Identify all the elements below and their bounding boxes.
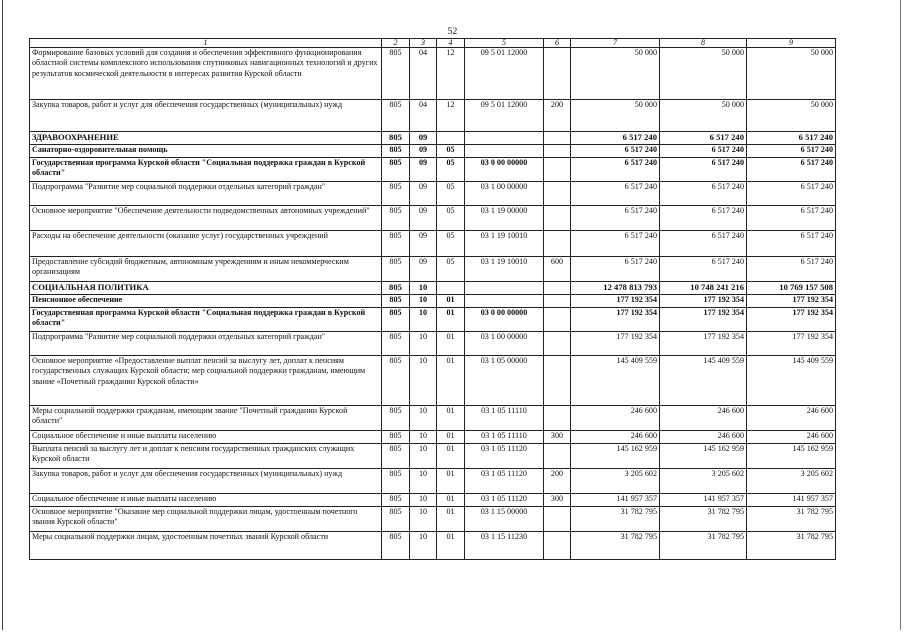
row-amount-1: 6 517 240 bbox=[571, 158, 660, 182]
header-cell: 1 bbox=[30, 39, 382, 48]
row-target-code: 03 1 19 10010 bbox=[465, 231, 544, 257]
row-amount-2: 177 192 354 bbox=[660, 332, 747, 356]
row-subsection: 05 bbox=[437, 182, 465, 206]
row-amount-1: 3 205 602 bbox=[571, 469, 660, 494]
row-target-code: 03 1 05 11120 bbox=[465, 469, 544, 494]
row-subsection: 05 bbox=[437, 257, 465, 282]
row-section: 09 bbox=[410, 132, 437, 145]
row-amount-1: 6 517 240 bbox=[571, 231, 660, 257]
row-subsection: 05 bbox=[437, 158, 465, 182]
row-amount-2: 141 957 357 bbox=[660, 494, 747, 507]
row-subsection: 05 bbox=[437, 206, 465, 231]
row-name: Подпрограмма "Развитие мер социальной поддержки отдельных категорий граждан" bbox=[30, 332, 382, 356]
row-amount-2: 6 517 240 bbox=[660, 182, 747, 206]
row-expense-type bbox=[544, 282, 571, 295]
row-amount-2: 6 517 240 bbox=[660, 132, 747, 145]
row-name: Основное мероприятие "Обеспечение деятельности подведомственных автономных учреждений" bbox=[30, 206, 382, 231]
row-section: 10 bbox=[410, 282, 437, 295]
row-amount-1: 6 517 240 bbox=[571, 206, 660, 231]
row-target-code bbox=[465, 282, 544, 295]
row-amount-2: 50 000 bbox=[660, 48, 747, 100]
row-expense-type bbox=[544, 308, 571, 332]
row-amount-1: 31 782 795 bbox=[571, 532, 660, 560]
row-amount-2: 3 205 602 bbox=[660, 469, 747, 494]
table-row bbox=[30, 132, 836, 145]
row-target-code: 03 1 00 00000 bbox=[465, 182, 544, 206]
row-amount-1: 177 192 354 bbox=[571, 295, 660, 308]
row-amount-3: 177 192 354 bbox=[747, 295, 836, 308]
row-subsection: 05 bbox=[437, 145, 465, 158]
row-expense-type bbox=[544, 356, 571, 406]
row-section: 09 bbox=[410, 182, 437, 206]
table-row bbox=[30, 532, 836, 560]
page-left-edge bbox=[2, 0, 3, 630]
row-ministry: 805 bbox=[382, 206, 410, 231]
row-amount-3: 50 000 bbox=[747, 48, 836, 100]
table-row bbox=[30, 406, 836, 431]
row-amount-1: 6 517 240 bbox=[571, 132, 660, 145]
row-target-code: 09 5 01 12000 bbox=[465, 100, 544, 132]
row-ministry: 805 bbox=[382, 469, 410, 494]
header-cell: 7 bbox=[571, 39, 660, 48]
row-target-code: 03 1 15 11230 bbox=[465, 532, 544, 560]
row-subsection bbox=[437, 132, 465, 145]
row-amount-3: 10 769 157 508 bbox=[747, 282, 836, 295]
row-section: 09 bbox=[410, 231, 437, 257]
row-expense-type bbox=[544, 132, 571, 145]
row-target-code bbox=[465, 145, 544, 158]
row-name: Формирование базовых условий для создания и обеспечения эффективного функционирования областной системы комплексного использования спутниковых навигационных технологий и других результатов космической деятельности в интересах развития Курской области bbox=[30, 48, 382, 100]
row-subsection: 01 bbox=[437, 494, 465, 507]
row-amount-2: 6 517 240 bbox=[660, 158, 747, 182]
row-ministry: 805 bbox=[382, 295, 410, 308]
row-amount-1: 246 600 bbox=[571, 406, 660, 431]
row-amount-1: 31 782 795 bbox=[571, 507, 660, 532]
row-name: Закупка товаров, работ и услуг для обеспечения государственных (муниципальных) нужд bbox=[30, 469, 382, 494]
row-subsection: 01 bbox=[437, 469, 465, 494]
row-target-code: 03 1 05 11120 bbox=[465, 494, 544, 507]
row-expense-type bbox=[544, 332, 571, 356]
header-cell: 5 bbox=[465, 39, 544, 48]
row-section: 09 bbox=[410, 206, 437, 231]
row-amount-2: 246 600 bbox=[660, 431, 747, 444]
row-amount-3: 6 517 240 bbox=[747, 206, 836, 231]
row-expense-type bbox=[544, 406, 571, 431]
row-section: 10 bbox=[410, 332, 437, 356]
row-subsection: 01 bbox=[437, 406, 465, 431]
row-target-code: 03 1 05 11110 bbox=[465, 431, 544, 444]
row-ministry: 805 bbox=[382, 100, 410, 132]
row-amount-3: 145 162 959 bbox=[747, 444, 836, 469]
row-expense-type bbox=[544, 182, 571, 206]
row-section: 09 bbox=[410, 145, 437, 158]
row-amount-3: 246 600 bbox=[747, 431, 836, 444]
row-subsection: 01 bbox=[437, 295, 465, 308]
row-subsection: 01 bbox=[437, 308, 465, 332]
row-amount-1: 6 517 240 bbox=[571, 257, 660, 282]
table-row bbox=[30, 282, 836, 295]
header-cell: 9 bbox=[747, 39, 836, 48]
row-amount-2: 177 192 354 bbox=[660, 308, 747, 332]
row-name: Выплата пенсий за выслугу лет и доплат к пенсиям государственных гражданских служащих Курской области bbox=[30, 444, 382, 469]
row-ministry: 805 bbox=[382, 145, 410, 158]
row-name: Основное мероприятие "Оказание мер социальной поддержки лицам, удостоенным почетного звания Курской области" bbox=[30, 507, 382, 532]
row-name: СОЦИАЛЬНАЯ ПОЛИТИКА bbox=[30, 282, 382, 295]
row-name: Основное мероприятие «Предоставление выплат пенсий за выслугу лет, доплат к пенсиям государственных служащих Курской области; мер социальной поддержки гражданам, имеющим звание «Почетный гражданин Курской области» bbox=[30, 356, 382, 406]
row-subsection: 01 bbox=[437, 507, 465, 532]
table-row bbox=[30, 332, 836, 356]
row-section: 10 bbox=[410, 532, 437, 560]
row-amount-3: 177 192 354 bbox=[747, 308, 836, 332]
row-amount-3: 145 409 559 bbox=[747, 356, 836, 406]
table-row bbox=[30, 295, 836, 308]
row-subsection: 01 bbox=[437, 431, 465, 444]
row-target-code: 03 0 00 00000 bbox=[465, 308, 544, 332]
row-subsection: 05 bbox=[437, 231, 465, 257]
header-cell: 6 bbox=[544, 39, 571, 48]
row-ministry: 805 bbox=[382, 532, 410, 560]
table-row bbox=[30, 507, 836, 532]
row-section: 10 bbox=[410, 308, 437, 332]
row-subsection: 01 bbox=[437, 444, 465, 469]
row-ministry: 805 bbox=[382, 308, 410, 332]
row-expense-type: 200 bbox=[544, 100, 571, 132]
header-cell: 8 bbox=[660, 39, 747, 48]
table-row bbox=[30, 206, 836, 231]
row-expense-type bbox=[544, 145, 571, 158]
row-target-code: 03 0 00 00000 bbox=[465, 158, 544, 182]
row-ministry: 805 bbox=[382, 332, 410, 356]
row-ministry: 805 bbox=[382, 158, 410, 182]
row-target-code: 03 1 19 10010 bbox=[465, 257, 544, 282]
row-amount-3: 31 782 795 bbox=[747, 532, 836, 560]
row-amount-2: 246 600 bbox=[660, 406, 747, 431]
row-expense-type bbox=[544, 295, 571, 308]
row-ministry: 805 bbox=[382, 431, 410, 444]
row-expense-type bbox=[544, 48, 571, 100]
row-amount-1: 246 600 bbox=[571, 431, 660, 444]
row-name: Меры социальной поддержки лицам, удостоенным почетных званий Курской области bbox=[30, 532, 382, 560]
page-right-edge bbox=[900, 0, 901, 630]
row-section: 10 bbox=[410, 469, 437, 494]
row-amount-2: 6 517 240 bbox=[660, 231, 747, 257]
row-subsection bbox=[437, 282, 465, 295]
table-row bbox=[30, 182, 836, 206]
row-expense-type: 300 bbox=[544, 431, 571, 444]
row-expense-type bbox=[544, 231, 571, 257]
row-amount-2: 31 782 795 bbox=[660, 532, 747, 560]
row-section: 09 bbox=[410, 158, 437, 182]
row-amount-2: 31 782 795 bbox=[660, 507, 747, 532]
row-amount-3: 6 517 240 bbox=[747, 132, 836, 145]
row-ministry: 805 bbox=[382, 231, 410, 257]
row-name: Меры социальной поддержки гражданам, имеющим звание "Почетный гражданин Курской области" bbox=[30, 406, 382, 431]
row-name: Предоставление субсидий бюджетным, автономным учреждениям и иным некоммерческим организациям bbox=[30, 257, 382, 282]
row-ministry: 805 bbox=[382, 48, 410, 100]
row-amount-2: 145 162 959 bbox=[660, 444, 747, 469]
row-subsection: 12 bbox=[437, 48, 465, 100]
row-ministry: 805 bbox=[382, 444, 410, 469]
row-section: 10 bbox=[410, 406, 437, 431]
row-amount-1: 145 162 959 bbox=[571, 444, 660, 469]
row-section: 10 bbox=[410, 295, 437, 308]
row-name: Подпрограмма "Развитие мер социальной поддержки отдельных категорий граждан" bbox=[30, 182, 382, 206]
row-expense-type: 600 bbox=[544, 257, 571, 282]
row-amount-3: 50 000 bbox=[747, 100, 836, 132]
row-amount-1: 6 517 240 bbox=[571, 182, 660, 206]
row-target-code: 03 1 05 11110 bbox=[465, 406, 544, 431]
row-section: 10 bbox=[410, 494, 437, 507]
row-amount-3: 31 782 795 bbox=[747, 507, 836, 532]
row-target-code: 03 1 00 00000 bbox=[465, 332, 544, 356]
row-amount-3: 3 205 602 bbox=[747, 469, 836, 494]
row-ministry: 805 bbox=[382, 494, 410, 507]
row-target-code: 03 1 05 00000 bbox=[465, 356, 544, 406]
row-subsection: 12 bbox=[437, 100, 465, 132]
header-cell: 4 bbox=[437, 39, 465, 48]
row-expense-type bbox=[544, 158, 571, 182]
row-ministry: 805 bbox=[382, 356, 410, 406]
row-expense-type bbox=[544, 206, 571, 231]
row-target-code: 03 1 15 00000 bbox=[465, 507, 544, 532]
table-row bbox=[30, 257, 836, 282]
row-amount-2: 6 517 240 bbox=[660, 257, 747, 282]
row-amount-1: 50 000 bbox=[571, 100, 660, 132]
table-row bbox=[30, 231, 836, 257]
row-target-code: 03 1 05 11120 bbox=[465, 444, 544, 469]
row-ministry: 805 bbox=[382, 507, 410, 532]
row-expense-type: 200 bbox=[544, 469, 571, 494]
row-amount-2: 6 517 240 bbox=[660, 145, 747, 158]
row-amount-3: 177 192 354 bbox=[747, 332, 836, 356]
header-cell: 2 bbox=[382, 39, 410, 48]
row-ministry: 805 bbox=[382, 182, 410, 206]
row-amount-2: 145 409 559 bbox=[660, 356, 747, 406]
row-amount-2: 177 192 354 bbox=[660, 295, 747, 308]
row-name: Социальное обеспечение и иные выплаты населению bbox=[30, 494, 382, 507]
row-amount-3: 6 517 240 bbox=[747, 182, 836, 206]
row-subsection: 01 bbox=[437, 356, 465, 406]
row-amount-3: 246 600 bbox=[747, 406, 836, 431]
row-subsection: 01 bbox=[437, 532, 465, 560]
row-section: 10 bbox=[410, 507, 437, 532]
table-row bbox=[30, 444, 836, 469]
row-name: Пенсионное обеспечение bbox=[30, 295, 382, 308]
table-row bbox=[30, 308, 836, 332]
row-expense-type: 300 bbox=[544, 494, 571, 507]
row-name: ЗДРАВООХРАНЕНИЕ bbox=[30, 132, 382, 145]
row-name: Государственная программа Курской области "Социальная поддержка граждан в Курской области" bbox=[30, 158, 382, 182]
row-amount-3: 6 517 240 bbox=[747, 257, 836, 282]
table-header-row bbox=[30, 39, 836, 48]
table-row bbox=[30, 356, 836, 406]
header-cell: 3 bbox=[410, 39, 437, 48]
row-name: Расходы на обеспечение деятельности (оказание услуг) государственных учреждений bbox=[30, 231, 382, 257]
row-target-code: 03 1 19 00000 bbox=[465, 206, 544, 231]
table-row bbox=[30, 100, 836, 132]
row-section: 10 bbox=[410, 444, 437, 469]
row-ministry: 805 bbox=[382, 406, 410, 431]
row-amount-1: 12 478 813 793 bbox=[571, 282, 660, 295]
row-subsection: 01 bbox=[437, 332, 465, 356]
row-amount-1: 6 517 240 bbox=[571, 145, 660, 158]
row-target-code: 09 5 01 12000 bbox=[465, 48, 544, 100]
row-expense-type bbox=[544, 532, 571, 560]
page-number: 52 bbox=[447, 27, 458, 37]
table-row bbox=[30, 469, 836, 494]
row-amount-1: 50 000 bbox=[571, 48, 660, 100]
table-row bbox=[30, 431, 836, 444]
row-name: Государственная программа Курской области "Социальная поддержка граждан в Курской области" bbox=[30, 308, 382, 332]
row-section: 10 bbox=[410, 356, 437, 406]
row-amount-3: 141 957 357 bbox=[747, 494, 836, 507]
row-section: 10 bbox=[410, 431, 437, 444]
budget-table bbox=[29, 38, 836, 560]
row-amount-3: 6 517 240 bbox=[747, 231, 836, 257]
row-section: 04 bbox=[410, 48, 437, 100]
row-name: Закупка товаров, работ и услуг для обеспечения государственных (муниципальных) нужд bbox=[30, 100, 382, 132]
row-ministry: 805 bbox=[382, 257, 410, 282]
table-row bbox=[30, 494, 836, 507]
row-amount-2: 10 748 241 216 bbox=[660, 282, 747, 295]
row-amount-2: 6 517 240 bbox=[660, 206, 747, 231]
row-ministry: 805 bbox=[382, 132, 410, 145]
row-expense-type bbox=[544, 444, 571, 469]
row-target-code bbox=[465, 295, 544, 308]
table-row bbox=[30, 48, 836, 100]
row-amount-1: 141 957 357 bbox=[571, 494, 660, 507]
row-section: 09 bbox=[410, 257, 437, 282]
row-name: Социальное обеспечение и иные выплаты населению bbox=[30, 431, 382, 444]
row-target-code bbox=[465, 132, 544, 145]
table-row bbox=[30, 158, 836, 182]
row-amount-3: 6 517 240 bbox=[747, 158, 836, 182]
row-amount-2: 50 000 bbox=[660, 100, 747, 132]
row-amount-1: 145 409 559 bbox=[571, 356, 660, 406]
row-ministry: 805 bbox=[382, 282, 410, 295]
row-amount-3: 6 517 240 bbox=[747, 145, 836, 158]
row-section: 04 bbox=[410, 100, 437, 132]
row-name: Санаторно-оздоровительная помощь bbox=[30, 145, 382, 158]
row-amount-1: 177 192 354 bbox=[571, 308, 660, 332]
row-expense-type bbox=[544, 507, 571, 532]
table-row bbox=[30, 145, 836, 158]
row-amount-1: 177 192 354 bbox=[571, 332, 660, 356]
